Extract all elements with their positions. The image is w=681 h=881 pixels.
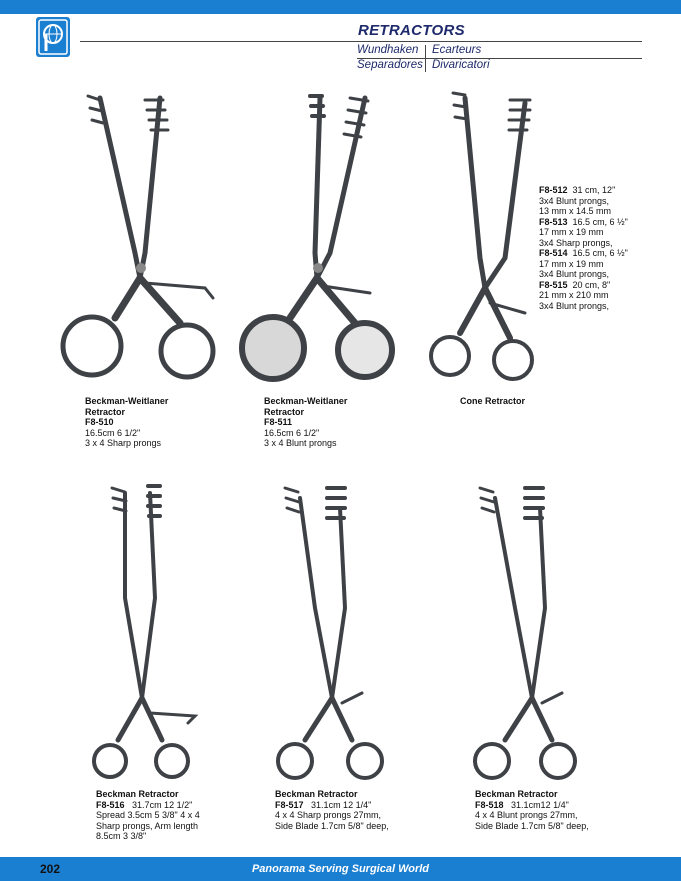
product-size: 16.5cm 6 1/2" [85, 427, 141, 438]
header-rule-top [80, 41, 642, 42]
beckman-517-image [270, 478, 400, 783]
caption-f8-516: Beckman Retractor F8-516 31.7cm 12 1/2" Spread 3.5cm 5 3/8" 4 x 4 Sharp prongs, Arm length 8.5cm 3 3/8" [96, 789, 200, 841]
footer-slogan: Panorama Serving Surgical World [251, 863, 430, 875]
product-code: F8-516 [96, 799, 125, 810]
cone-retractor-specs: F8-512 31 cm, 12" 3x4 Blunt prongs, 13 mm x 14.5 mm F8-513 16.5 cm, 6 ½" 17 mm x 19 mm 3x4 Sharp prongs, F8-514 16.5 cm, 6 ½" 17 mm x 19 mm 3x4 Blunt prongs, F8-515 20 cm, 8" 21 mm x 210 mm 3x4 Blunt prongs, [539, 185, 628, 311]
product-name: Beckman Retractor [96, 789, 179, 799]
product-name: Beckman Retractor [275, 789, 358, 799]
beckman-weitlaner-511-image [235, 88, 405, 393]
lang-french: Ecarteurs [432, 44, 482, 56]
panorama-logo-icon [36, 17, 70, 57]
product-code: F8-510 [85, 417, 114, 427]
product-size: 16.5cm 6 1/2" [264, 427, 320, 438]
caption-f8-511 [264, 396, 347, 449]
product-code: F8-517 [275, 799, 304, 810]
product-desc: 3 x 4 Blunt prongs [264, 438, 337, 448]
lang-italian: Divaricatori [432, 59, 490, 71]
page-number: 202 [40, 862, 61, 876]
product-code: F8-518 [475, 799, 504, 810]
product-name: Retractor [85, 406, 126, 417]
beckman-516-image [80, 478, 200, 783]
page-title: RETRACTORS [358, 22, 465, 39]
product-code: F8-511 [264, 417, 293, 427]
lang-spanish: Separadores [357, 59, 423, 71]
caption-f8-510 [85, 396, 168, 449]
beckman-518-image [470, 478, 600, 783]
product-name: Beckman-Weitlaner [264, 396, 348, 406]
product-code: F8-515 [539, 279, 568, 290]
caption-f8-517: Beckman Retractor F8-517 31.1cm 12 1/4" 4 x 4 Sharp prongs 27mm, Side Blade 1.7cm 5/8" deep, [275, 789, 389, 831]
product-code: F8-513 [539, 216, 568, 227]
caption-f8-518: Beckman Retractor F8-518 31.1cm12 1/4" 4 x 4 Blunt prongs 27mm, Side Blade 1.7cm 5/8" deep, [475, 789, 589, 831]
product-name: Beckman-Weitlaner [85, 396, 169, 406]
caption-cone-retractor [460, 396, 525, 407]
product-name: Retractor [264, 406, 305, 417]
product-code: F8-514 [539, 248, 568, 258]
product-code: F8-512 [539, 185, 568, 195]
product-name: Beckman Retractor [475, 789, 558, 799]
top-bar [0, 0, 681, 14]
cone-retractor-image [425, 88, 535, 393]
lang-german: Wundhaken [357, 44, 419, 56]
product-name: Cone Retractor [460, 396, 526, 406]
product-desc: 3 x 4 Sharp prongs [85, 438, 162, 448]
beckman-weitlaner-510-image [55, 88, 225, 393]
